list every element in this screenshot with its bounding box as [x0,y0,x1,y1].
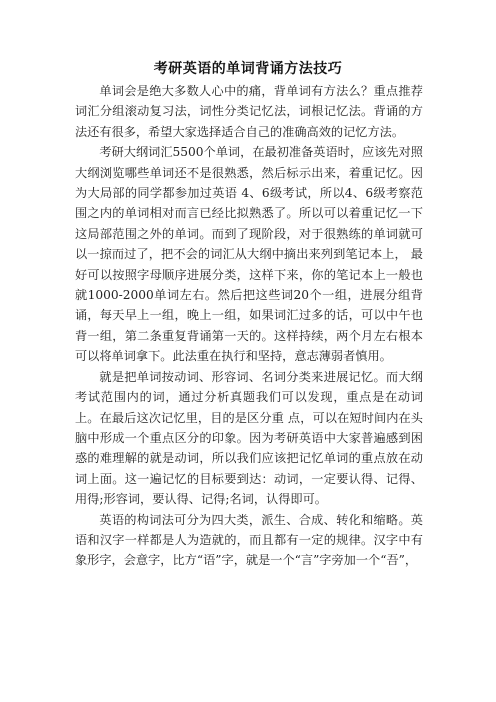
document-body [75,81,423,571]
paragraph: 英语的构词法可分为四大类，派生、合成、转化和缩略。英语和汉字一样都是人为造就的，而且都有一定的规律。汉字中有象形字，会意字，比方“语”字，就是一个“言”字旁加一个“吾”， [75,512,423,568]
paragraph: 单词会是绝大多数人心中的痛，背单词有方法么？重点推荐词汇分组滚动复习法，词性分类记忆法，词根记忆法。背诵的方法还有很多，希望大家选择适合自己的准确高效的记忆方法。 [75,84,423,139]
paragraph: 就是把单词按动词、形容词、名词分类来进展记忆。而大纲考试范围内的词，通过分析真题我们可以发现，重点是在动词上。在最后这次记忆里，目的是区分重 点，可以在短时间内在头脑中形成一个重点区分的印象。因为考研英语中大家普遍感到困惑的难理解的就是动词，所以我们应该把记忆单词的重点放在动词上面。这一遍记忆的目标要到达：动词，一定要认得、记得、用得;形容词，要认得、记得;名词，认得即可。 [75,369,423,507]
paragraph: 考研大纲词汇5500个单词，在最初准备英语时，应该先对照大纲浏览哪些单词还不是很熟悉，然后标示出来，着重记忆。因为大局部的同学都参加过英语 4、6级考试，所以4、6级考察范围之内的单词相对而言已经比拟熟悉了。所以可以着重记忆一下这局部范围之外的单词。而到了现阶段，对于很熟练的单词就可以一掠而过了，把不会的词汇从大纲中摘出来列到笔记本上， 最好可以按照字母顺序进展分类，这样下来，你的笔记本上一般也就1000-2000单词左右。然后把这些词20个一组，进展分组背诵，每天早上一组，晚上一组，如果词汇过多的话，可以中午也背一组，第二条重复背诵第一天的。这样持续，两个月左右根本可以将单词拿下。此法重在执行和坚持，意志薄弱者慎用。 [75,145,423,364]
document-title: 考研英语的单词背诵方法技巧 [153,61,343,77]
